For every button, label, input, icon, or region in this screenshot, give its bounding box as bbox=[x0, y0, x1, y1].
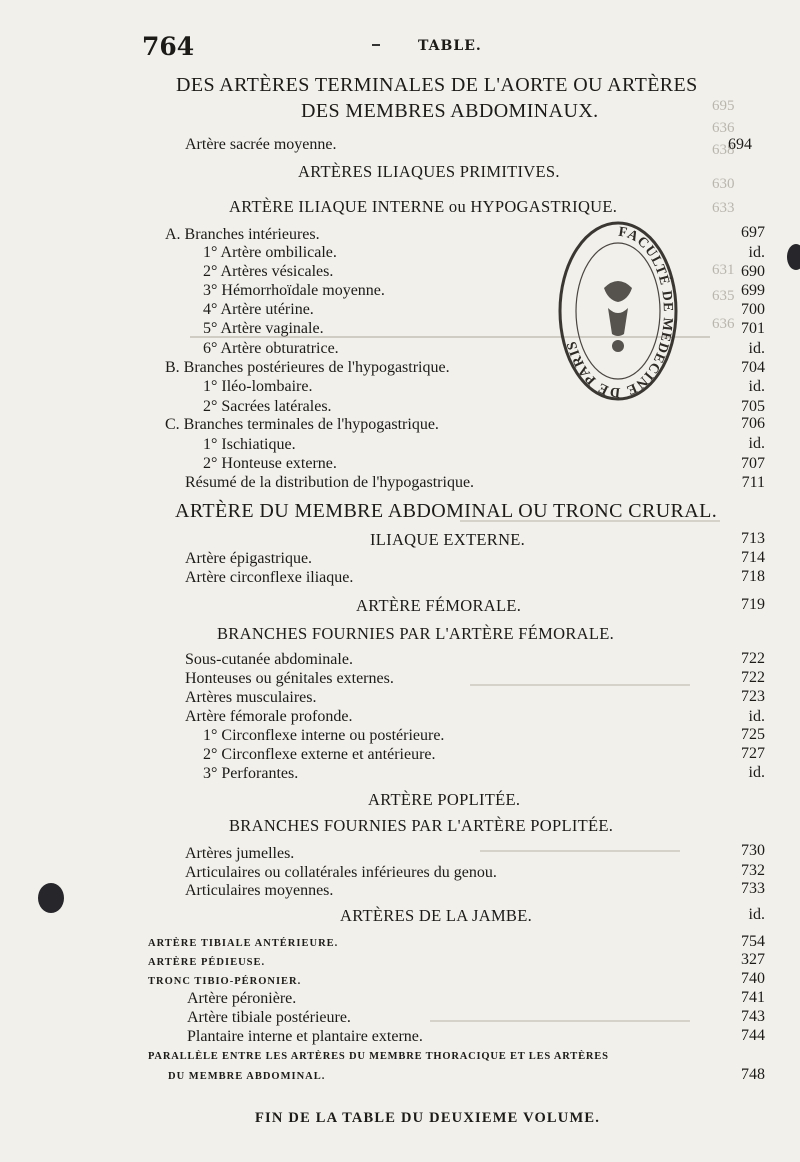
toc-page: 743 bbox=[741, 1008, 765, 1025]
toc-page: 690 bbox=[741, 263, 765, 280]
binding-hole-left bbox=[38, 883, 64, 913]
toc-page: 733 bbox=[741, 880, 765, 897]
toc-entry: Artère épigastrique. bbox=[185, 550, 313, 567]
toc-page: id. bbox=[748, 435, 765, 452]
toc-entry: 2° Sacrées latérales. bbox=[203, 398, 332, 415]
toc-entry: TRONC TIBIO-PÉRONIER. bbox=[148, 976, 302, 987]
bleed-through: 695 636 638 630 633 631 635 636 bbox=[0, 0, 800, 1162]
section-title: ARTÈRE DU MEMBRE ABDOMINAL OU TRONC CRURAL. bbox=[175, 500, 718, 522]
section-heading: BRANCHES FOURNIES PAR L'ARTÈRE FÉMORALE. bbox=[217, 624, 615, 643]
toc-page: 722 bbox=[741, 650, 765, 667]
toc-entry: 3° Hémorrhoïdale moyenne. bbox=[203, 282, 385, 299]
toc-entry: 1° Iléo-lombaire. bbox=[203, 378, 313, 395]
toc-page: 741 bbox=[741, 989, 765, 1006]
section-heading: BRANCHES FOURNIES PAR L'ARTÈRE POPLITÉE. bbox=[229, 816, 614, 835]
section-title: DES MEMBRES ABDOMINAUX. bbox=[301, 100, 599, 122]
section-heading: ARTÈRES DE LA JAMBE. bbox=[340, 906, 533, 925]
toc-page: id. bbox=[748, 244, 765, 261]
toc-entry: 2° Honteuse externe. bbox=[203, 455, 337, 472]
toc-entry: ARTÈRE PÉDIEUSE. bbox=[148, 957, 266, 968]
svg-text:FACULTÉ DE MÉDECINE DE PARIS: FACULTÉ DE MÉDECINE DE PARIS bbox=[564, 224, 676, 400]
toc-entry: Artères musculaires. bbox=[185, 689, 317, 706]
toc-page: 699 bbox=[741, 282, 765, 299]
toc-page: 701 bbox=[741, 320, 765, 337]
toc-entry: Artère circonflexe iliaque. bbox=[185, 569, 354, 586]
toc-page: 707 bbox=[741, 455, 765, 472]
section-heading: ILIAQUE EXTERNE. bbox=[370, 530, 526, 549]
toc-entry: Articulaires moyennes. bbox=[185, 882, 334, 899]
running-head: TABLE. bbox=[418, 38, 482, 54]
section-title: DES ARTÈRES TERMINALES DE L'AORTE OU ARTÈRES bbox=[176, 74, 698, 96]
toc-entry: 1° Ischiatique. bbox=[203, 436, 296, 453]
toc-entry: 1° Circonflexe interne ou postérieure. bbox=[203, 727, 445, 744]
toc-page: 705 bbox=[741, 398, 765, 415]
toc-page: id. bbox=[748, 764, 765, 781]
toc-page: 700 bbox=[741, 301, 765, 318]
toc-page: 744 bbox=[741, 1027, 765, 1044]
toc-entry: B. Branches postérieures de l'hypogastrique. bbox=[165, 359, 450, 376]
toc-page: id. bbox=[748, 378, 765, 395]
toc-page: 704 bbox=[741, 359, 765, 376]
toc-entry: 2° Circonflexe externe et antérieure. bbox=[203, 746, 436, 763]
toc-page: 697 bbox=[741, 224, 765, 241]
toc-page: id. bbox=[748, 340, 765, 357]
toc-entry: A. Branches intérieures. bbox=[165, 226, 320, 243]
toc-entry: Artère péronière. bbox=[187, 990, 297, 1007]
section-heading: ARTÈRES ILIAQUES PRIMITIVES. bbox=[298, 162, 560, 181]
toc-page: 730 bbox=[741, 842, 765, 859]
toc-page: 754 bbox=[741, 933, 765, 950]
toc-page: 714 bbox=[741, 549, 765, 566]
toc-entry: Artère sacrée moyenne. bbox=[185, 136, 337, 153]
toc-page: 740 bbox=[741, 970, 765, 987]
toc-entry: 6° Artère obturatrice. bbox=[203, 340, 339, 357]
toc-entry: 1° Artère ombilicale. bbox=[203, 244, 337, 261]
toc-entry: PARALLÈLE ENTRE LES ARTÈRES DU MEMBRE THORACIQUE ET LES ARTÈRES bbox=[148, 1051, 609, 1062]
toc-entry: Artère tibiale postérieure. bbox=[187, 1009, 351, 1026]
toc-page: 694 bbox=[728, 136, 752, 153]
toc-entry: ARTÈRE TIBIALE ANTÉRIEURE. bbox=[148, 938, 339, 949]
page-number: 764 bbox=[142, 32, 195, 61]
toc-page: id. bbox=[748, 906, 765, 923]
toc-entry: DU MEMBRE ABDOMINAL. bbox=[168, 1071, 326, 1082]
toc-page: 706 bbox=[741, 415, 765, 432]
toc-page: 719 bbox=[741, 596, 765, 613]
section-heading: ARTÈRE ILIAQUE INTERNE ou HYPOGASTRIQUE. bbox=[229, 197, 618, 216]
toc-entry: 3° Perforantes. bbox=[203, 765, 299, 782]
toc-entry: C. Branches terminales de l'hypogastrique. bbox=[165, 416, 439, 433]
header-dash bbox=[372, 44, 380, 46]
toc-page: 713 bbox=[741, 530, 765, 547]
toc-page: 732 bbox=[741, 862, 765, 879]
toc-entry: Plantaire interne et plantaire externe. bbox=[187, 1028, 423, 1045]
end-line: FIN DE LA TABLE DU DEUXIEME VOLUME. bbox=[255, 1110, 601, 1126]
toc-entry: Artère fémorale profonde. bbox=[185, 708, 353, 725]
toc-page: id. bbox=[748, 708, 765, 725]
toc-entry: 2° Artères vésicales. bbox=[203, 263, 334, 280]
toc-entry: 4° Artère utérine. bbox=[203, 301, 314, 318]
toc-entry: Artères jumelles. bbox=[185, 845, 295, 862]
toc-entry: 5° Artère vaginale. bbox=[203, 320, 324, 337]
toc-page: 725 bbox=[741, 726, 765, 743]
library-stamp bbox=[554, 218, 682, 404]
toc-page: 723 bbox=[741, 688, 765, 705]
toc-entry: Honteuses ou génitales externes. bbox=[185, 670, 394, 687]
toc-entry: Résumé de la distribution de l'hypogastrique. bbox=[185, 474, 475, 491]
section-heading: ARTÈRE POPLITÉE. bbox=[368, 790, 521, 809]
toc-page: 748 bbox=[741, 1066, 765, 1083]
toc-page: 327 bbox=[741, 951, 765, 968]
toc-page: 727 bbox=[741, 745, 765, 762]
toc-page: 711 bbox=[741, 474, 765, 491]
toc-entry: Sous-cutanée abdominale. bbox=[185, 651, 353, 668]
toc-page: 722 bbox=[741, 669, 765, 686]
toc-entry: Articulaires ou collatérales inférieures du genou. bbox=[185, 864, 497, 881]
binding-hole-right bbox=[787, 244, 800, 270]
toc-page: 718 bbox=[741, 568, 765, 585]
section-heading: ARTÈRE FÉMORALE. bbox=[356, 596, 522, 615]
